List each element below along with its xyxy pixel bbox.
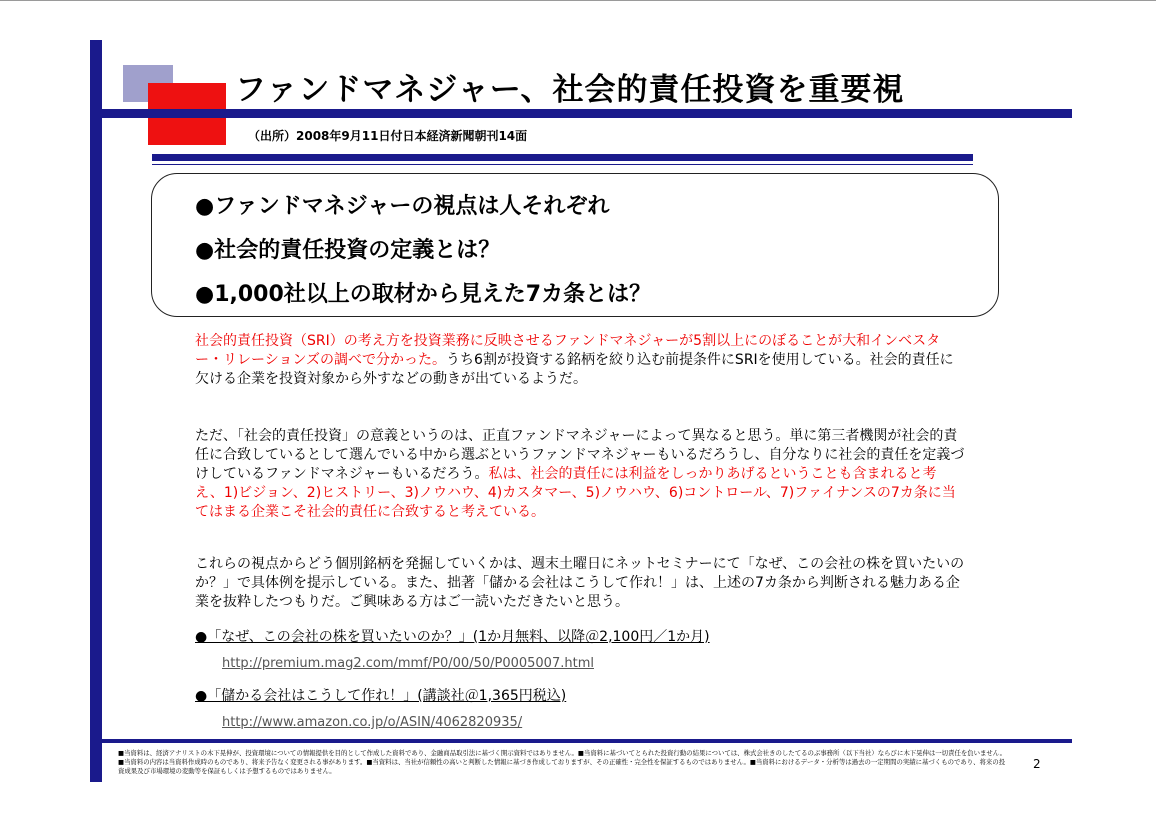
- paragraph-1-body: うち6割が投資する銘柄を絞り込む前提条件にSRIを使用している。社会的責任に欠ける企業を投資対象から外すなどの動きが出ているようだ。: [195, 352, 954, 387]
- top-border: [0, 0, 1156, 1]
- newsletter-link[interactable]: http://premium.mag2.com/mmf/P0/00/50/P0005007.html: [222, 656, 594, 671]
- footer-divider: [90, 739, 1072, 743]
- paragraph-2: [195, 427, 965, 522]
- left-accent-bar: [90, 40, 102, 782]
- source-citation: （出所）2008年9月11日付日本経済新聞朝刊14面: [248, 129, 528, 143]
- summary-item-1: ●ファンドマネジャーの視点は人それぞれ: [195, 194, 610, 219]
- book-title: ●「儲かる会社はこうして作れ！」(講談社＠1,365円税込): [195, 688, 567, 704]
- paragraph-3: これらの視点からどう個別銘柄を発掘していくかは、週末土曜日にネットセミナーにて「なぜ、この会社の株を買いたいのか？」で具体例を提示している。また、拙著「儲かる会社はこうして作れ！」は、上述の7カ条から判断される魅力ある企業を抜粋したつもりだ。ご興味ある方はご一読いただきたいと思う。: [195, 556, 965, 610]
- newsletter-title: ●「なぜ、この会社の株を買いたいのか？」(1か月無料、以降＠2,100円／1か月): [195, 629, 710, 645]
- summary-item-2: ●社会的責任投資の定義とは？: [195, 238, 501, 263]
- paragraph-1-highlight: 社会的責任投資（SRI）の考え方を投資業務に反映させるファンドマネジャーが5割以上にのぼることが大和インベスター・リレーションズの調べで分かった。: [195, 333, 941, 368]
- title-underline: [102, 109, 1072, 118]
- paragraph-2-highlight: 私は、社会的責任には利益をしっかりあげるということも含まれると考え、1)ビジョン、2)ヒストリー、3)ノウハウ、4)カスタマー、5)ノウハウ、6)コントロール、7)ファイナンスの7カ条に当てはまる企業こそ社会的責任に合致すると考えている。: [195, 466, 956, 520]
- summary-item-3: ●1,000社以上の取材から見えた7カ条とは？: [195, 282, 652, 307]
- book-link[interactable]: http://www.amazon.co.jp/o/ASIN/4062820935/: [222, 715, 523, 730]
- paragraph-2-body: ただ、「社会的責任投資」の意義というのは、正直ファンドマネジャーによって異なると思う。単に第三者機関が社会的責任に合致しているとして選んでいる中から選ぶというファンドマネジャーもいるだろうし、自分なりに社会的責任を定義づけしているファンドマネジャーもいるだろう。: [195, 428, 965, 482]
- disclaimer-text: ■当資料は、経済アナリストの木下晃伸が、投資環境についての情報提供を目的として作成した資料であり、金融商品取引法に基づく開示資料ではありません。■当資料に基づいてとられた投資行動の結果については、株式会社きのしたてるのぶ事務所（以下当社）ならびに木下晃伸は一切責任を負いません。■当資料の内容は当資料作成時のものであり、将来予告なく変更される事があります。■当資料は、当社が信頼性の高いと判断した情報に基づき作成しておりますが、その正確性・完全性を保証するものではありません。■当資料におけるデータ・分析等は過去の一定期間の実績に基づくものであり、将来の投資成果及び市場環境の変動等を保証もしくは予想するものではありません。: [118, 749, 1006, 775]
- page-title: ファンドマネジャー、社会的責任投資を重要視: [235, 72, 905, 108]
- page-number: 2: [1033, 757, 1041, 771]
- paragraph-1: [195, 332, 965, 389]
- divider-thin: [152, 164, 973, 165]
- divider-thick: [152, 154, 973, 161]
